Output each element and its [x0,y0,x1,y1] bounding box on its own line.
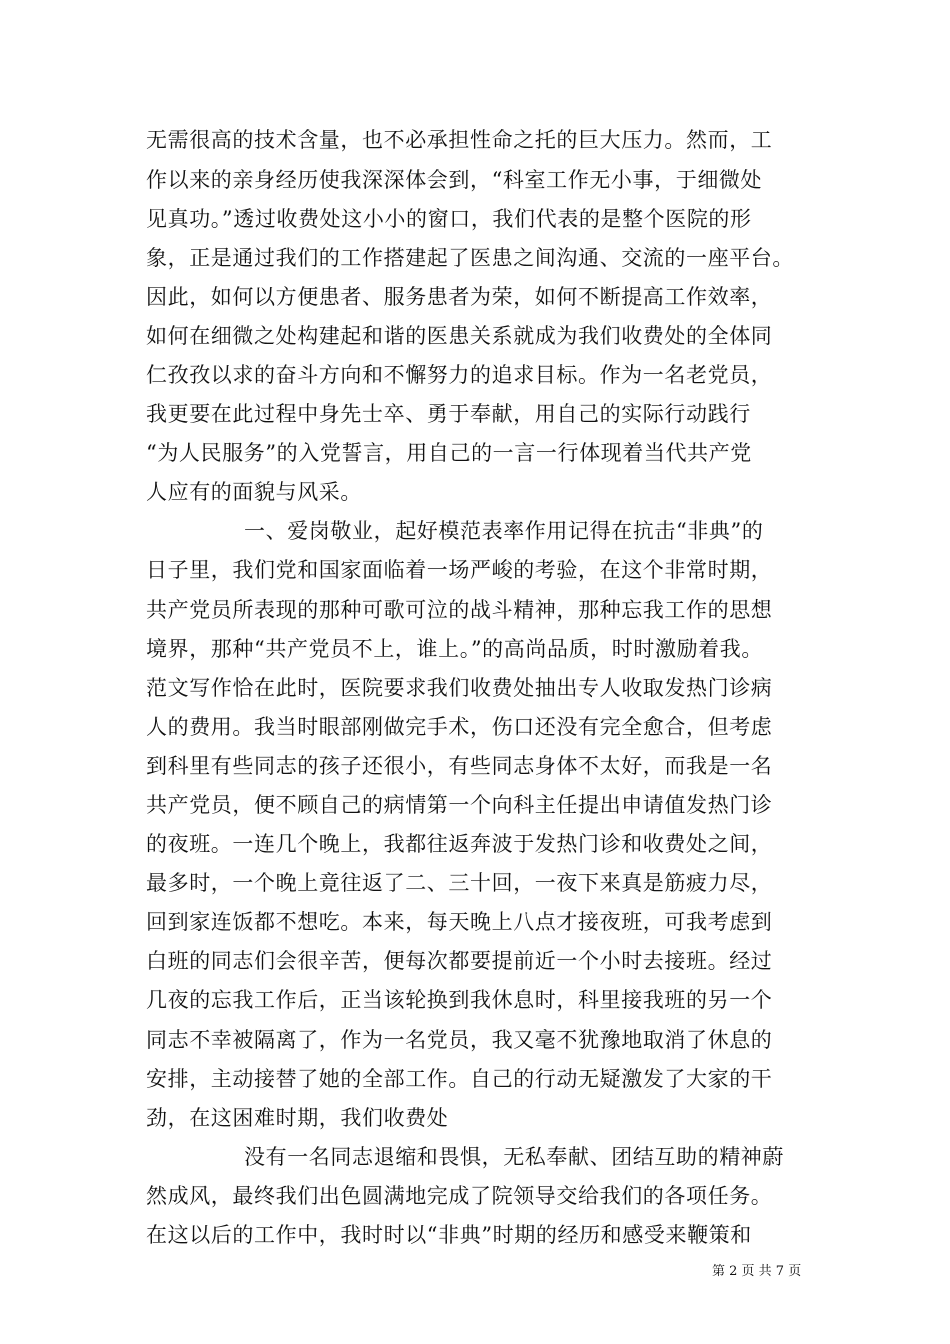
body-text-line: 因此，如何以方便患者、服务患者为荣，如何不断提高工作效率， [146,285,773,309]
body-text-line: 共产党员所表现的那种可歌可泣的战斗精神，那种忘我工作的思想 [146,598,773,622]
body-text-line: 无需很高的技术含量，也不必承担性命之托的巨大压力。然而，工 [146,128,773,152]
paragraph-first-line: 没有一名同志退缩和畏惧，无私奉献、团结互助的精神蔚 [244,1145,784,1169]
page-number: 第 2 页 共 7 页 [712,1264,802,1279]
body-text-line: 我更要在此过程中身先士卒、勇于奉献，用自己的实际行动践行 [146,402,751,426]
body-text-line: 白班的同志们会很辛苦，便每次都要提前近一个小时去接班。经过 [146,949,773,973]
body-text-line: 共产党员，便不顾自己的病情第一个向科主任提出申请值发热门诊 [146,793,773,817]
body-text-line: 象，正是通过我们的工作搭建起了医患之间沟通、交流的一座平台。 [146,246,794,270]
body-text-line: 范文写作恰在此时，医院要求我们收费处抽出专人收取发热门诊病 [146,676,773,700]
body-text-line: 安排，主动接替了她的全部工作。自己的行动无疑激发了大家的干 [146,1067,773,1091]
body-text-line: 最多时，一个晚上竟往返了二、三十回，一夜下来真是筋疲力尽， [146,871,773,895]
body-text-line: 在这以后的工作中，我时时以“非典”时期的经历和感受来鞭策和 [146,1223,752,1247]
body-text-line: 作以来的亲身经历使我深深体会到，“科室工作无小事，于细微处 [146,168,763,192]
body-text-line: 同志不幸被隔离了，作为一名党员，我又毫不犹豫地取消了休息的 [146,1028,773,1052]
section-heading-line: 一、爱岗敬业，起好模范表率作用记得在抗击“非典”的 [244,519,764,543]
body-text-line: 日子里，我们党和国家面临着一场严峻的考验，在这个非常时期， [146,558,773,582]
body-text-line: “为人民服务”的入党誓言，用自己的一言一行体现着当代共产党 [146,441,752,465]
body-text-line: 如何在细微之处构建起和谐的医患关系就成为我们收费处的全体同 [146,324,773,348]
body-text-line: 境界，那种“共产党员不上，谁上。”的高尚品质，时时激励着我。 [146,637,763,661]
body-text-line: 人的费用。我当时眼部刚做完手术，伤口还没有完全愈合，但考虑 [146,715,773,739]
body-text-line: 见真功。”透过收费处这小小的窗口，我们代表的是整个医院的形 [146,207,752,231]
body-text-line: 几夜的忘我工作后，正当该轮换到我休息时，科里接我班的另一个 [146,988,773,1012]
body-text-line: 到科里有些同志的孩子还很小，有些同志身体不太好，而我是一名 [146,754,773,778]
body-text-line: 然成风，最终我们出色圆满地完成了院领导交给我们的各项任务。 [146,1184,773,1208]
body-text-line: 的夜班。一连几个晚上，我都往返奔波于发热门诊和收费处之间， [146,832,773,856]
body-text-line: 回到家连饭都不想吃。本来，每天晚上八点才接夜班，可我考虑到 [146,910,773,934]
body-text-line: 仁孜孜以求的奋斗方向和不懈努力的追求目标。作为一名老党员， [146,363,773,387]
body-text-line: 人应有的面貌与风采。 [146,480,362,504]
body-text-line: 劲，在这困难时期，我们收费处 [146,1106,449,1130]
